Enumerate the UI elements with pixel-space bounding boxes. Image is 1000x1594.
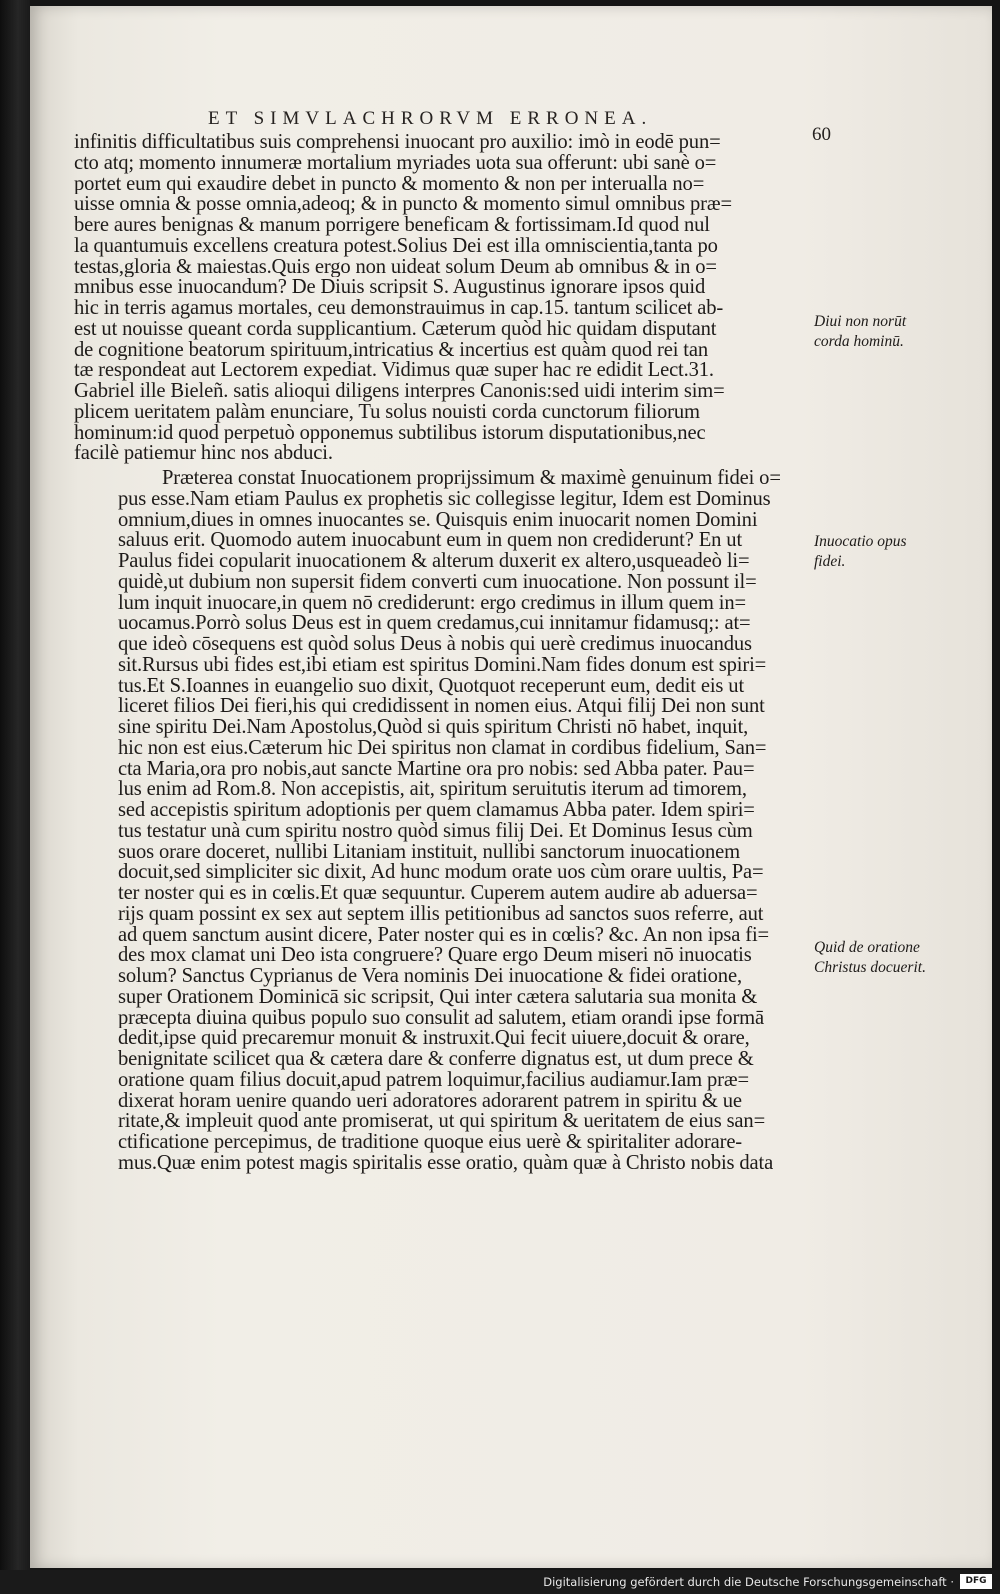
- text-line: sit.Rursus ubi fides est,ibi etiam est spiritus Domini.Nam fides donum est spiri=: [118, 654, 767, 676]
- text-line: hic in terris agamus mortales, ceu demonstrauimus in cap.15. tantum scilicet ab-: [74, 298, 724, 319]
- text-line: mus.Quæ enim potest magis spiritalis esse oratio, quàm quæ à Christo nobis data: [118, 1152, 774, 1174]
- text-line: portet eum qui exaudire debet in puncto & momento & non per interualla no=: [74, 173, 705, 195]
- text-line: solum? Sanctus Cyprianus de Vera nominis Dei inuocatione & fidei oratione,: [118, 966, 742, 987]
- text-line: dedit,ipse quid precaremur monuit & instruxit.Qui fecit uiuere,docuit & orare,: [118, 1028, 750, 1049]
- text-line: sine spiritu Dei.Nam Apostolus,Quòd si quis spiritum Christi nō habet, inquit,: [118, 717, 749, 738]
- text-line: quidè,ut dubium non supersit fidem converti cum inuocatione. Non possunt il=: [118, 571, 757, 593]
- text-line: tæ respondeat aut Lectorem expediat. Vidimus quæ super hac re edidit Lect.31.: [74, 360, 714, 381]
- text-line: des mox clamat uni Deo ista congruere? Quare ergo Deum miseri nō inuocatis: [118, 945, 752, 966]
- paragraph-2: [74, 468, 814, 1174]
- text-line: cto atq; momento innumeræ mortalium myriades uota sua offerunt: ubi sanè o=: [74, 152, 717, 174]
- text-line: cta Maria,ora pro nobis,aut sancte Martine ora pro nobis: sed Abba pater. Pau=: [118, 758, 755, 780]
- dfg-logo: DFG: [960, 1574, 992, 1589]
- text-line: hominum:id quod perpetuò opponemus subtilibus istorum disputationibus,nec: [74, 422, 706, 444]
- main-text-block: [74, 132, 814, 1174]
- text-line: hic non est eius.Cæterum hic Dei spiritus non clamat in cordibus fidelium, San=: [118, 737, 767, 759]
- text-line: præcepta diuina quibus populo suo consulit ad salutem, etiam orandi ipse formā: [118, 1007, 765, 1029]
- text-line: que ideò cōsequens est quòd solus Deus à nobis qui uerè credimus inuocandus: [118, 634, 752, 655]
- text-line: Gabriel ille Bieleñ. satis alioqui diligens interpres Canonis:sed uidi interim sim=: [74, 381, 725, 402]
- text-line: tus.Et S.Ioannes in euangelio suo dixit, Quotquot receperunt eum, dedit eis ut: [118, 675, 745, 697]
- text-line: bere aures benignas & manum porrigere beneficam & fortissimam.Id quod nul: [74, 215, 710, 236]
- paragraph-1: [74, 132, 814, 464]
- text-line: pus esse.Nam etiam Paulus ex prophetis sic collegisse legitur, Idem est Dominus: [118, 488, 771, 510]
- text-line: tus testatur unà cum spiritu nostro quòd simus filij Dei. Et Dominus Iesus cùm: [118, 820, 753, 842]
- text-line: infinitis difficultatibus suis comprehensi inuocant pro auxilio: imò in eodē pun=: [74, 132, 721, 153]
- text-line: Præterea constat Inuocationem proprijssimum & maximè genuinum fidei o=: [162, 468, 781, 489]
- text-line: uisse omnia & posse omnia,adeoq; & in puncto & momento simul omnibus præ=: [74, 194, 732, 215]
- text-line: la quantumuis excellens creatura potest.Solius Dei est illa omniscientia,tanta po: [74, 235, 718, 257]
- text-line: ter noster qui es in cœlis.Et quæ sequuntur. Cuperem autem audire ab aduersa=: [118, 883, 758, 904]
- text-line: saluus erit. Quomodo autem inuocabunt eum in quem non crediderunt? En ut: [118, 530, 743, 551]
- text-line: Paulus fidei copularit inuocationem & alterum duxerit ex altero,usqueadeò li=: [118, 551, 750, 572]
- funding-credit: Digitalisierung gefördert durch die Deutsche Forschungsgemeinschaft ·: [543, 1575, 954, 1589]
- text-line: uocamus.Porrò solus Deus est in quem credamus,cui innitamur fidamusq;: at=: [118, 613, 751, 634]
- text-line: dixerat horam uenire quando ueri adoratores adorarent patrem in spiritu & ue: [118, 1090, 742, 1112]
- text-line: ad quem sanctum ausint dicere, Pater noster qui es in cœlis? &c. An non ipsa fi=: [118, 924, 770, 946]
- text-line: rijs quam possint ex sex aut septem illis petitionibus ad sanctos suos referre, aut: [118, 903, 764, 925]
- text-line: mnibus esse inuocandum? De Diuis scripsit S. Augustinus ignorare ipsos quid: [74, 277, 706, 298]
- text-line: facilè patiemur hinc nos abduci.: [74, 443, 333, 464]
- text-line: super Orationem Dominicā sic scripsit, Qui inter cætera salutaria sua monita &: [118, 986, 758, 1008]
- text-line: lus enim ad Rom.8. Non accepistis, ait, spiritum seruitutis iterum ad timorem,: [118, 779, 747, 800]
- book-page: [30, 6, 992, 1568]
- text-line: plicem ueritatem palàm enunciare, Tu solus nouisti corda cunctorum filiorum: [74, 401, 700, 423]
- text-line: ritate,& impleuit quod ante promiserat, ut qui spiritum & ueritatem de eius san=: [118, 1111, 766, 1132]
- scan-background: [0, 0, 30, 1594]
- text-line: omnium,diues in omnes inuocantes se. Quisquis enim inuocarit nomen Domini: [118, 509, 758, 531]
- digitization-footer: [0, 1570, 1000, 1594]
- text-line: liceret filios Dei fieri,his qui credidissent in nomen eius. Atqui filij Dei non sunt: [118, 696, 765, 717]
- text-line: benignitate scilicet qua & cætera dare & conferre dignatus est, ut dum prece &: [118, 1049, 754, 1070]
- text-line: de cognitione beatorum spirituum,intricatius & incertius est quàm quod rei tan: [74, 339, 708, 361]
- running-title: ET SIMVLACHRORVM ERRONEA.: [208, 108, 653, 129]
- text-line: ctificatione percepimus, de traditione quoque eius uerè & spiritaliter adorare-: [118, 1132, 743, 1153]
- marginal-note-1: Diui non norūt corda hominū.: [814, 313, 907, 350]
- marginal-note-3: Quid de oratione Christus docuerit.: [814, 939, 926, 976]
- text-line: oratione quam filius docuit,apud patrem loquimur,facilius audiamur.Iam præ=: [118, 1069, 749, 1091]
- text-line: lum inquit inuocare,in quem nō crediderunt: ergo credimus in illum quem in=: [118, 592, 746, 614]
- text-line: est ut nouisse queant corda supplicantium. Cæterum quòd hic quidam disputant: [74, 318, 717, 340]
- text-line: suos orare doceret, nullibi Litaniam instituit, nullibi sanctorum inuocationem: [118, 841, 741, 863]
- text-line: docuit,sed simpliciter sic dixit, Ad hunc modum orate uos cùm orare uultis, Pa=: [118, 862, 764, 883]
- marginal-note-2: Inuocatio opus fidei.: [814, 533, 907, 570]
- page-number: 60: [812, 124, 831, 145]
- text-line: sed accepistis spiritum adoptionis per quem clamamus Abba pater. Idem spiri=: [118, 800, 755, 821]
- text-line: testas,gloria & maiestas.Quis ergo non uideat solum Deum ab omnibus & in o=: [74, 256, 717, 278]
